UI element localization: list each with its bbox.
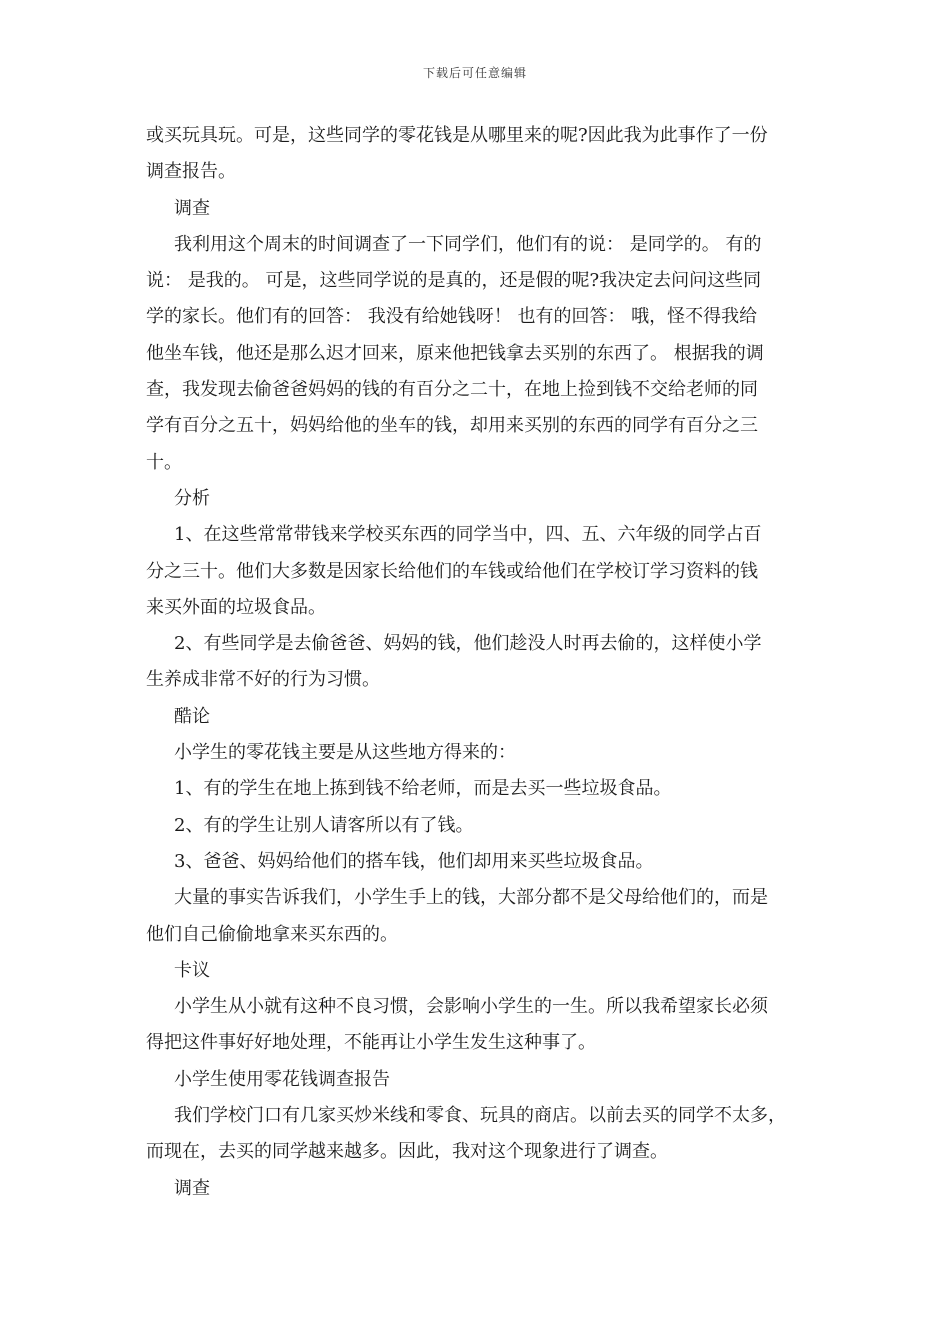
text-line: 他坐车钱，他还是那么迟才回来，原来他把钱拿去买别的东西了。 根据我的调 [146,342,764,364]
text-line: 1、有的学生在地上拣到钱不给老师，而是去买一些垃圾食品。 [174,778,672,800]
text-line: 学的家长。他们有的回答： 我没有给她钱呀！ 也有的回答： 哦，怪不得我给 [146,306,758,328]
text-line: 他们自己偷偷地拿来买东西的。 [146,923,398,945]
text-line: 分析 [174,487,210,509]
text-line: 大量的事实告诉我们，小学生手上的钱，大部分都不是父母给他们的，而是 [174,887,768,909]
text-line: 查，我发现去偷爸爸妈妈的钱的有百分之二十，在地上捡到钱不交给老师的同 [146,379,758,401]
page-header: 下载后可任意编辑 [422,66,527,80]
text-line: 十。 [146,451,182,473]
text-line: 而现在，去买的同学越来越多。因此，我对这个现象进行了调查。 [146,1141,668,1163]
text-line: 我们学校门口有几家买炒米线和零食、玩具的商店。以前去买的同学不太多， [174,1105,786,1127]
text-line: 说： 是我的。 可是，这些同学说的是真的，还是假的呢?我决定去问问这些同 [146,270,762,292]
text-line: 小学生使用零花钱调查报告 [174,1068,390,1090]
document-body [146,118,810,1207]
text-line: 1、在这些常常带钱来学校买东西的同学当中，四、五、六年级的同学占百 [174,524,762,546]
text-line: 调查 [174,1177,210,1199]
text-line: 3、爸爸、妈妈给他们的搭车钱，他们却用来买些垃圾食品。 [174,850,654,872]
text-line: 小学生从小就有这种不良习惯，会影响小学生的一生。所以我希望家长必须 [174,996,768,1018]
text-line: 得把这件事好好地处理，不能再让小学生发生这种事了。 [146,1032,596,1054]
text-line: 酷论 [174,705,210,727]
text-line: 2、有些同学是去偷爸爸、妈妈的钱，他们趁没人时再去偷的，这样使小学 [174,633,762,655]
text-line: 学有百分之五十，妈妈给他的坐车的钱，却用来买别的东西的同学有百分之三 [146,415,758,437]
text-line: 调查报告。 [146,161,236,183]
text-line: 分之三十。他们大多数是因家长给他们的车钱或给他们在学校订学习资料的钱 [146,560,758,582]
text-line: 2、有的学生让别人请客所以有了钱。 [174,814,474,836]
text-line: 小学生的零花钱主要是从这些地方得来的： [174,742,516,764]
text-line: 卡议 [174,959,210,981]
text-line: 生养成非常不好的行为习惯。 [146,669,380,691]
text-line: 调查 [174,197,210,219]
text-line: 或买玩具玩。可是，这些同学的零花钱是从哪里来的呢?因此我为此事作了一份 [146,125,768,146]
text-line: 我利用这个周末的时间调查了一下同学们，他们有的说： 是同学的。 有的 [174,233,762,255]
text-line: 来买外面的垃圾食品。 [146,596,326,618]
